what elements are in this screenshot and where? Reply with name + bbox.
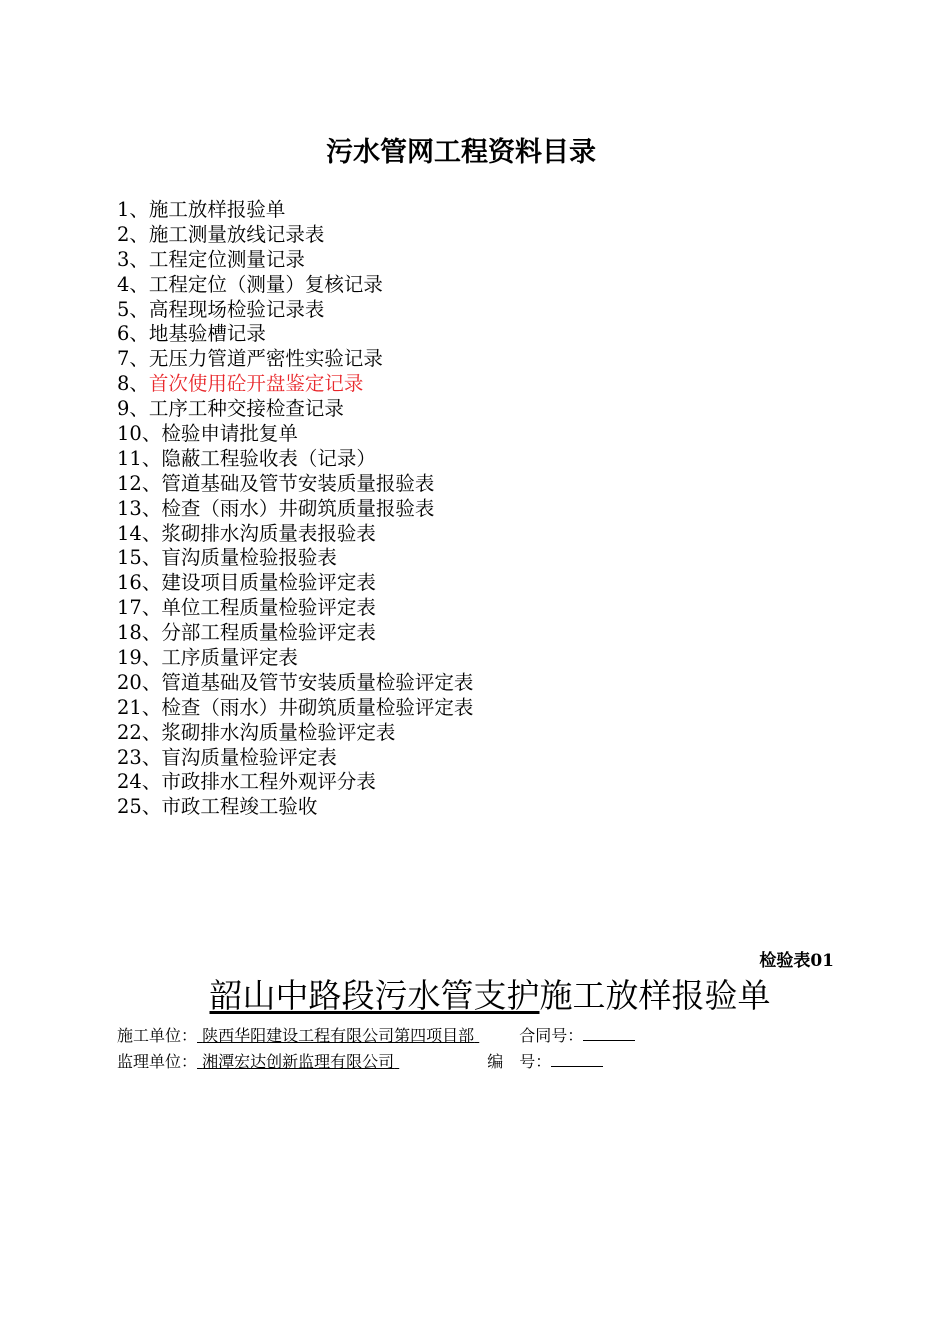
- catalog-item: [117, 571, 473, 596]
- catalog-item-number: 17、: [117, 596, 162, 620]
- catalog-item-number: 24、: [117, 770, 162, 794]
- catalog-item-text: 无压力管道严密性实验记录: [148, 347, 383, 371]
- contractor-value: 陕西华阳建设工程有限公司第四项目部: [202, 1026, 475, 1045]
- catalog-item-text: 浆砌排水沟质量检验评定表: [161, 720, 396, 744]
- catalog-item-text: 市政工程竣工验收: [161, 795, 318, 819]
- contract-no-label: 合同号：: [519, 1026, 584, 1045]
- catalog-item-text: 工序工种交接检查记录: [148, 397, 344, 421]
- catalog-item-text: 检查（雨水）井砌筑质量检验评定表: [161, 695, 474, 719]
- catalog-item: [117, 646, 473, 671]
- catalog-item-number: 9、: [117, 397, 149, 421]
- catalog-item-number: 2、: [117, 222, 149, 246]
- catalog-item-number: 4、: [117, 272, 149, 296]
- catalog-list: [117, 198, 473, 820]
- catalog-item-number: 25、: [117, 795, 162, 819]
- form-code: 检验表01: [759, 951, 834, 971]
- catalog-item: [117, 721, 473, 746]
- supervisor-row: [117, 1049, 603, 1072]
- catalog-item: [117, 422, 473, 447]
- catalog-item-text: 单位工程质量检验评定表: [161, 596, 376, 620]
- catalog-item-number: 10、: [117, 422, 162, 446]
- contractor-label: 施工单位：: [117, 1026, 198, 1045]
- catalog-item-text: 隐蔽工程验收表（记录）: [161, 446, 376, 470]
- catalog-item-text: 管道基础及管节安装质量检验评定表: [161, 670, 474, 694]
- catalog-item-text: 检验申请批复单: [161, 422, 298, 446]
- catalog-item-text: 施工测量放线记录表: [148, 222, 325, 246]
- catalog-item: [117, 497, 473, 522]
- catalog-item-text: 盲沟质量检验报验表: [161, 546, 337, 570]
- catalog-item: [117, 696, 473, 721]
- catalog-item-number: 8、: [117, 372, 149, 396]
- catalog-item-number: 19、: [117, 646, 162, 670]
- catalog-item: [117, 447, 473, 472]
- catalog-item: [117, 596, 473, 621]
- catalog-item-text: 管道基础及管节安装质量报验表: [161, 471, 435, 495]
- catalog-item: [117, 372, 473, 397]
- catalog-item-text: 施工放样报验单: [148, 198, 286, 221]
- supervisor-value: 湘潭宏达创新监理有限公司: [202, 1052, 395, 1071]
- catalog-item-number: 11、: [117, 446, 162, 470]
- catalog-item: [117, 546, 473, 571]
- catalog-item: [117, 397, 473, 422]
- contractor-row: [117, 1023, 635, 1046]
- catalog-item-text: 地基验槽记录: [148, 322, 266, 346]
- catalog-item-text: 市政排水工程外观评分表: [161, 770, 376, 794]
- catalog-item-number: 22、: [117, 720, 162, 744]
- catalog-item: [117, 472, 473, 497]
- catalog-item-number: 5、: [117, 297, 149, 321]
- catalog-item: [117, 347, 473, 372]
- serial-no-blank: [551, 1052, 603, 1067]
- catalog-item: [117, 298, 473, 323]
- catalog-item: [117, 671, 473, 696]
- catalog-item-number: 15、: [117, 546, 162, 570]
- serial-no-label: 编 号：: [487, 1052, 552, 1071]
- catalog-item: [117, 248, 473, 273]
- catalog-item-text: 工程定位（测量）复核记录: [148, 272, 383, 296]
- catalog-item-text: 浆砌排水沟质量表报验表: [161, 521, 376, 545]
- catalog-item-number: 6、: [117, 322, 149, 346]
- catalog-item-number: 13、: [117, 496, 162, 520]
- supervisor-label: 监理单位：: [117, 1052, 198, 1071]
- catalog-item: [117, 770, 473, 795]
- form-title: [0, 970, 950, 1017]
- catalog-item-number: 16、: [117, 571, 162, 595]
- catalog-item: [117, 198, 473, 223]
- catalog-item: [117, 795, 473, 820]
- contract-no-blank: [583, 1026, 635, 1041]
- catalog-item-text: 盲沟质量检验评定表: [161, 745, 337, 769]
- catalog-item-number: 3、: [117, 247, 149, 271]
- catalog-item-number: 20、: [117, 670, 162, 694]
- catalog-item-number: 7、: [117, 347, 149, 371]
- catalog-item-text: 工序质量评定表: [161, 646, 298, 670]
- catalog-item-number: 21、: [117, 695, 162, 719]
- catalog-item-text: 首次使用砼开盘鉴定记录: [148, 372, 364, 396]
- catalog-title: 污水管网工程资料目录: [326, 137, 596, 168]
- project-name: 韶山中路段污水管支护: [209, 976, 540, 1015]
- catalog-item: [117, 522, 473, 547]
- catalog-item-text: 检查（雨水）井砌筑质量报验表: [161, 496, 435, 520]
- catalog-item-text: 高程现场检验记录表: [148, 297, 325, 321]
- catalog-item: [117, 746, 473, 771]
- catalog-item: [117, 273, 473, 298]
- catalog-item-number: 12、: [117, 471, 162, 495]
- catalog-item-text: 建设项目质量检验评定表: [161, 571, 376, 595]
- catalog-item-text: 工程定位测量记录: [148, 247, 305, 271]
- catalog-item-number: 1、: [117, 198, 149, 221]
- catalog-item: [117, 322, 473, 347]
- catalog-item: [117, 621, 473, 646]
- catalog-item-text: 分部工程质量检验评定表: [161, 621, 376, 645]
- catalog-item-number: 18、: [117, 621, 162, 645]
- form-name: 施工放样报验单: [539, 976, 771, 1015]
- catalog-item-number: 14、: [117, 521, 162, 545]
- catalog-item-number: 23、: [117, 745, 162, 769]
- catalog-item: [117, 223, 473, 248]
